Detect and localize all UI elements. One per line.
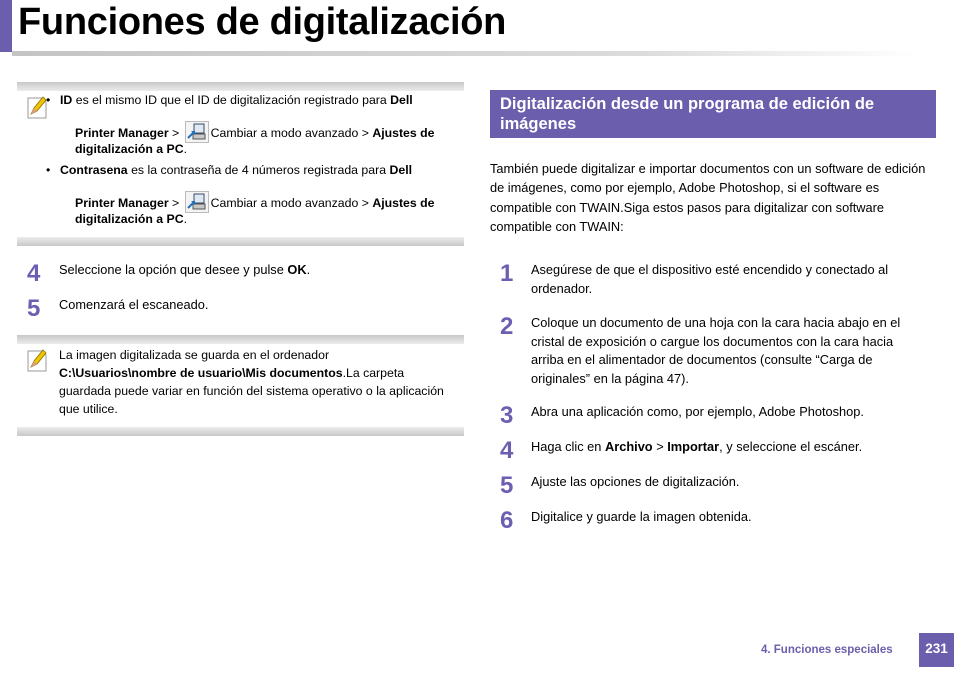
step-number: 2 xyxy=(500,313,514,340)
step-number: 5 xyxy=(27,295,41,322)
note-bottom-bar xyxy=(17,427,464,436)
step-number: 5 xyxy=(500,472,514,499)
right-step-2-text: Coloque un documento de una hoja con la cara hacia abajo en el cristal de exposición o cargue los documentos con la cara hacia arriba en el alimentador de documentos (consulte “Carga de originales” en la página 47). xyxy=(531,315,901,386)
right-step-5-text: Ajuste las opciones de digitalización. xyxy=(531,474,740,489)
header-accent-bar xyxy=(0,0,12,52)
note1-bullet1-line1: • ID es el mismo ID que el ID de digitalización registrado para Dell xyxy=(46,93,413,107)
right-step-4-text: Haga clic en Archivo > Importar, y seleccione el escáner. xyxy=(531,439,863,454)
step-number: 4 xyxy=(500,437,514,464)
note-top-bar xyxy=(17,335,464,344)
note2-line3: guardada puede variar en función del sistema operativo o la aplicación xyxy=(59,384,444,398)
right-step-1-text: Asegúrese de que el dispositivo esté encendido y conectado al ordenador. xyxy=(531,262,889,296)
note1-bullet1-line3: digitalización a PC. xyxy=(75,142,188,156)
page-number-badge: 231 xyxy=(919,633,954,667)
note2-line1: La imagen digitalizada se guarda en el ordenador xyxy=(59,348,330,362)
note2-line4: que utilice. xyxy=(59,402,118,416)
left-step-5-text: Comenzará el escaneado. xyxy=(59,297,209,312)
note1-bullet2-line3: digitalización a PC. xyxy=(75,212,188,226)
step-number: 4 xyxy=(27,260,41,287)
note-box-saved-location xyxy=(17,335,464,436)
note1-bullet2-line1: • Contrasena es la contraseña de 4 números registrada para Dell xyxy=(46,163,413,177)
note-box-credentials xyxy=(17,82,464,246)
note-pencil-icon xyxy=(26,347,48,373)
left-step-4-text: Seleccione la opción que desee y pulse OK. xyxy=(59,262,311,277)
title-rule xyxy=(12,51,917,56)
note2-line2: C:\Usuarios\nombre de usuario\Mis documentos.La carpeta xyxy=(59,366,405,380)
footer-chapter-link[interactable]: 4. Funciones especiales xyxy=(761,644,893,656)
note1-bullet2-line2: Printer Manager > Cambiar a modo avanzado > Ajustes de xyxy=(75,191,475,213)
right-step-6-text: Digitalice y guarde la imagen obtenida. xyxy=(531,509,752,524)
step-number: 6 xyxy=(500,507,514,534)
step-number: 3 xyxy=(500,402,514,429)
section-header: Digitalización desde un programa de edición de imágenes xyxy=(490,90,936,138)
step-number: 1 xyxy=(500,260,514,287)
note-bottom-bar xyxy=(17,237,464,246)
page-title: Funciones de digitalización xyxy=(18,1,507,43)
right-step-3-text: Abra una aplicación como, por ejemplo, Adobe Photoshop. xyxy=(531,404,864,419)
note1-bullet1-line2: Printer Manager > Cambiar a modo avanzado > Ajustes de xyxy=(75,121,475,143)
intro-paragraph: También puede digitalizar e importar documentos con un software de edición de imágenes, como por ejemplo, Adobe Photoshop, si el software es compatible con TWAIN.Siga estos pasos para digitalizar con software compatible con TWAIN: xyxy=(490,161,926,234)
